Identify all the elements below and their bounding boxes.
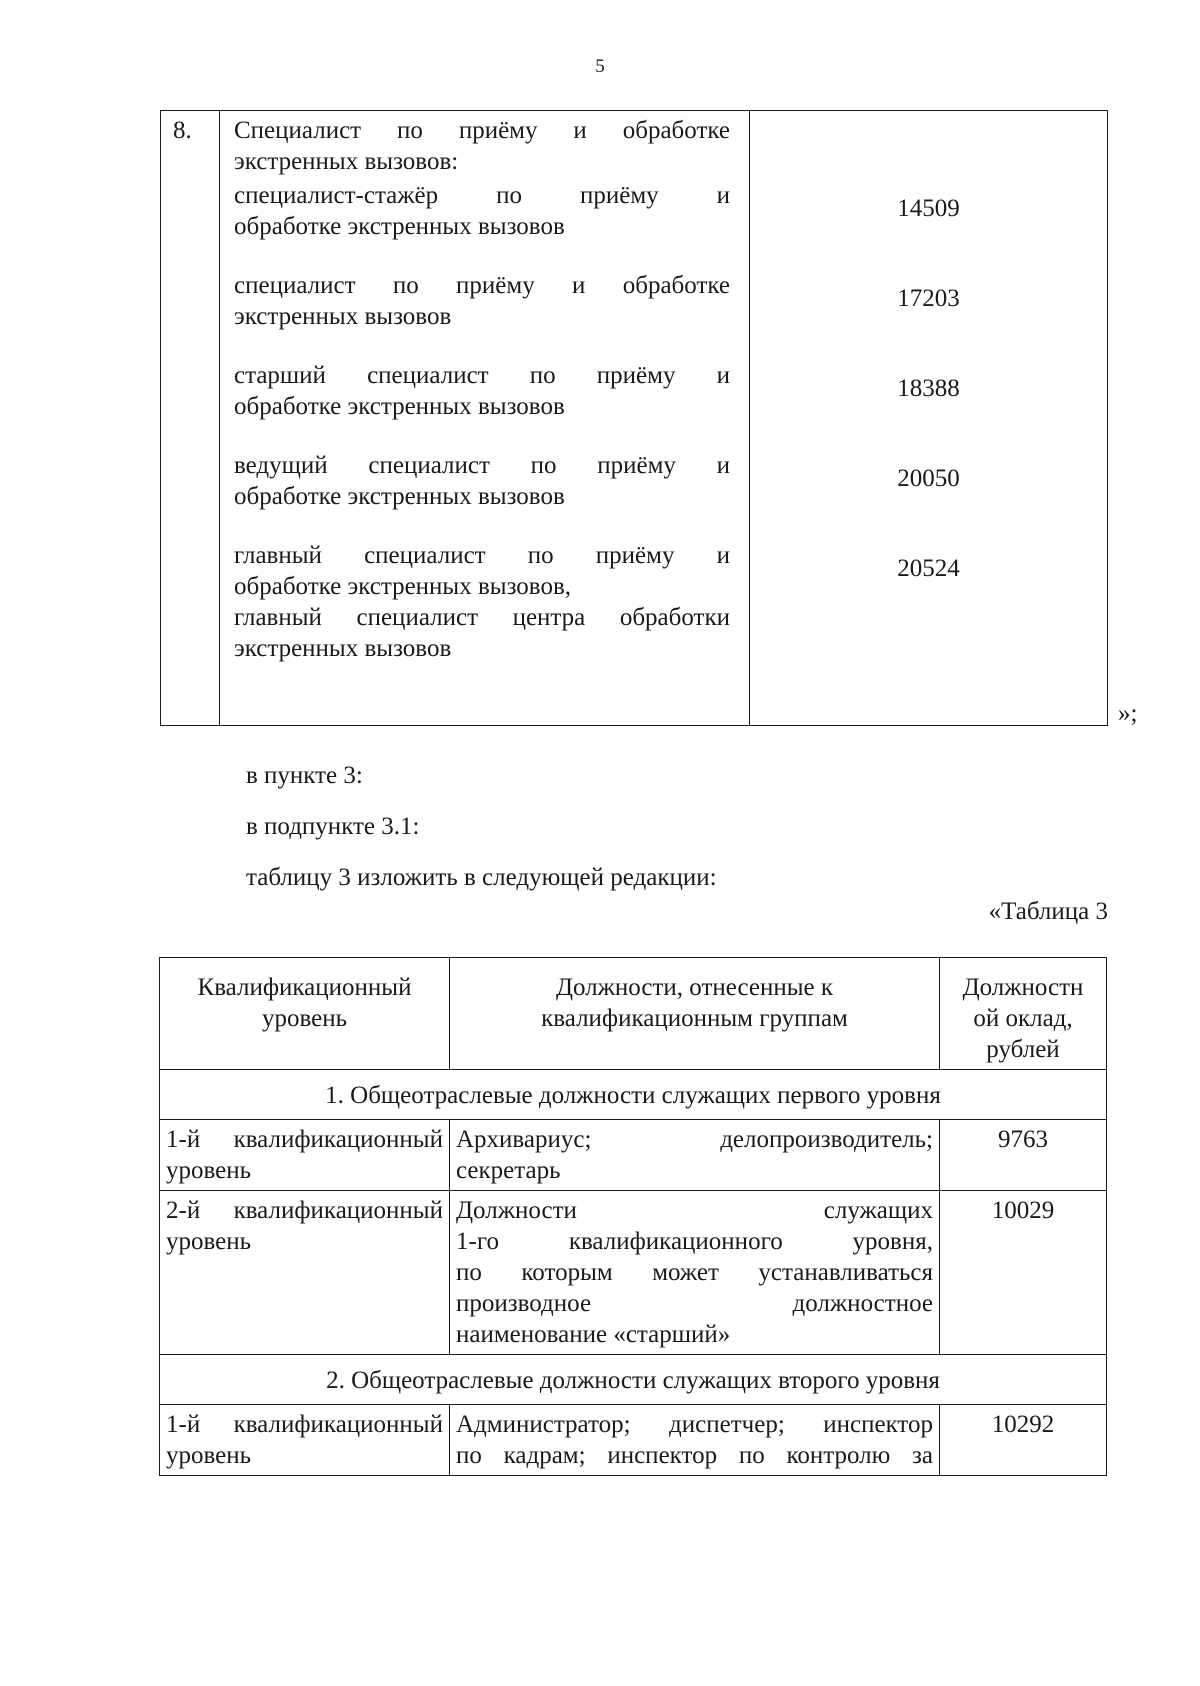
header-salary: Должностн ой оклад, рублей xyxy=(940,958,1107,1070)
table-label: «Таблица 3 xyxy=(988,898,1108,925)
position-names-cell xyxy=(220,111,750,725)
position-item: специалист-стажёр по приёму и обработке экстренных вызовов xyxy=(234,182,730,240)
position-item: старший специалист по приёму и обработке экстренных вызовов xyxy=(234,362,730,420)
salary-cell: 9763 xyxy=(940,1120,1107,1191)
row-number-cell xyxy=(161,111,220,725)
paragraph: в подпункте 3.1: xyxy=(246,813,420,840)
salary-cell: 10292 xyxy=(940,1405,1107,1476)
position-item: ведущий специалист по приёму и обработке экстренных вызовов xyxy=(234,452,730,510)
level-cell: 2-й квалификационный уровень xyxy=(160,1191,450,1355)
group-heading: Специалист по приёму и обработке экстренных вызовов: xyxy=(234,117,730,175)
paragraph: в пункте 3: xyxy=(246,762,363,789)
position-item: главный специалист по приёму и обработке экстренных вызовов, главный специалист центра обработки экстренных вызовов xyxy=(234,542,730,662)
header-positions: Должности, отнесенные к квалификационным группам xyxy=(450,958,940,1070)
positions-cell: Архивариус; делопроизводитель; секретарь xyxy=(450,1120,940,1191)
level-cell: 1-й квалификационный уровень xyxy=(160,1120,450,1191)
salary-value: 20524 xyxy=(897,555,960,582)
positions-cell: Администратор; диспетчер; инспектор по кадрам; инспектор по контролю за xyxy=(450,1405,940,1476)
paragraph: таблицу 3 изложить в следующей редакции: xyxy=(246,864,717,891)
salary-cell: 10029 xyxy=(940,1191,1107,1355)
table-header-row xyxy=(160,958,1107,1070)
salary-value: 17203 xyxy=(897,285,960,312)
header-level: Квалификационный уровень xyxy=(160,958,450,1070)
page-number: 5 xyxy=(595,56,605,77)
group-title: 1. Общеотраслевые должности служащих первого уровня xyxy=(160,1070,1107,1120)
salary-value: 20050 xyxy=(897,465,960,492)
positions-table-item-8 xyxy=(160,110,1108,726)
positions-cell: Должности служащих 1-го квалификационного уровня, по которым может устанавливаться производное должностное наименование «старший» xyxy=(450,1191,940,1355)
salary-value: 18388 xyxy=(897,375,960,402)
table-row xyxy=(160,1191,1107,1355)
position-item: специалист по приёму и обработке экстренных вызовов xyxy=(234,272,730,330)
level-cell: 1-й квалификационный уровень xyxy=(160,1405,450,1476)
qualification-salary-table xyxy=(159,957,1107,1476)
table-row xyxy=(160,1120,1107,1191)
salary-value: 14509 xyxy=(897,195,960,222)
group-title: 2. Общеотраслевые должности служащих второго уровня xyxy=(160,1355,1107,1405)
row-number: 8. xyxy=(173,117,192,144)
closing-quote: »; xyxy=(1118,700,1138,727)
salary-cell xyxy=(750,111,1107,725)
group-row xyxy=(160,1070,1107,1120)
table-row xyxy=(160,1405,1107,1476)
group-row xyxy=(160,1355,1107,1405)
